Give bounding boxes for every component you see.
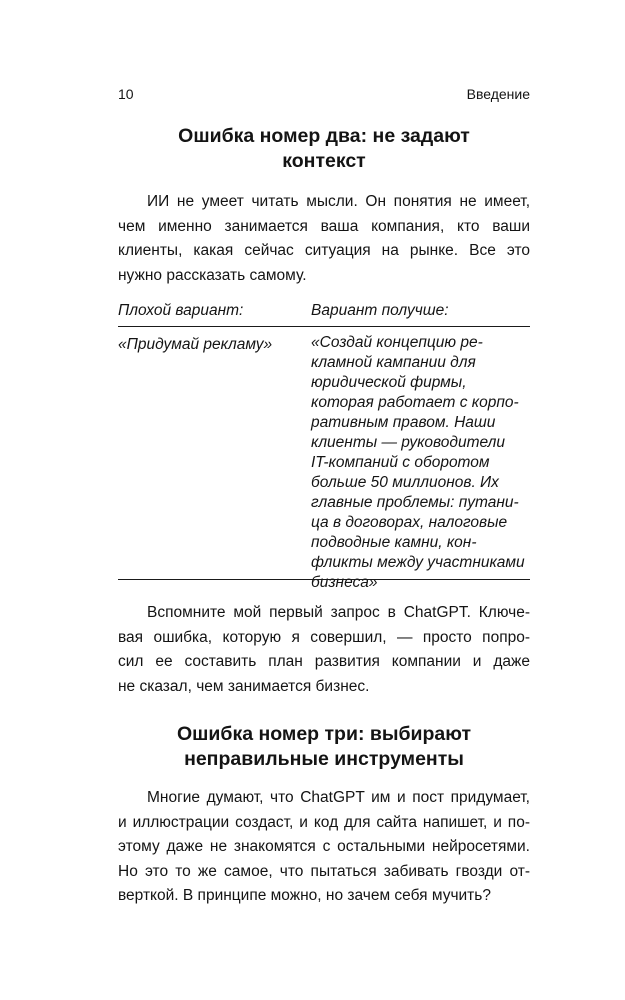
example-line: кламной кампании для	[311, 354, 476, 371]
heading-line: Ошибка номер два: не задают	[178, 125, 470, 147]
good-variant-example	[311, 333, 531, 593]
table-header-rule	[118, 326, 530, 327]
example-line: ца в договорах, налоговые	[311, 514, 508, 531]
heading-line: неправильные инструменты	[184, 748, 464, 770]
example-line: больше 50 миллионов. Их	[311, 474, 499, 491]
text-line: сил ее составить план развития компании и даже	[118, 653, 530, 670]
running-header	[118, 86, 530, 106]
bad-variant-header: Плохой вариант:	[118, 302, 244, 319]
example-line: «Создай концепцию ре-	[311, 334, 483, 351]
section-two-intro	[118, 190, 530, 288]
example-line: главные проблемы: путани-	[311, 494, 519, 511]
page-number: 10	[118, 86, 134, 102]
text-line: Многие думают, что ChatGPT им и пост придумает,	[147, 789, 530, 806]
text-line: Вспомните мой первый запрос в ChatGPT. Ключе-	[147, 604, 530, 621]
example-line: подводные камни, кон-	[311, 534, 477, 551]
example-line: бизнеса»	[311, 574, 378, 591]
good-variant-header: Вариант получше:	[311, 302, 449, 319]
comparison-table	[118, 301, 530, 591]
section-three-body	[118, 786, 530, 909]
text-line: верткой. В принципе можно, но зачем себя мучить?	[118, 887, 491, 904]
chapter-title: Введение	[466, 86, 530, 102]
example-line: фликты между участниками	[311, 554, 525, 571]
text-line: чем именно занимается ваша компания, кто ваши	[118, 217, 530, 235]
section-two-outro	[118, 601, 530, 699]
text-line: клиенты, какая сейчас ситуация на рынке. Все это	[118, 242, 530, 259]
example-line: ративным правом. Наши	[311, 414, 496, 431]
example-line: IT-компаний с оборотом	[311, 454, 490, 471]
example-line: клиенты — руководители	[311, 434, 505, 451]
text-line: ИИ не умеет читать мысли. Он понятия не имеет,	[147, 193, 530, 210]
text-line: вая ошибка, которую я совершил, — просто попро-	[118, 628, 530, 646]
section-three-heading	[118, 722, 530, 772]
text-line: не сказал, чем занимается бизнес.	[118, 677, 370, 695]
text-line: нужно рассказать самому.	[118, 266, 307, 284]
example-line: юридической фирмы,	[311, 374, 467, 391]
section-two-heading	[118, 124, 530, 174]
example-line: которая работает с корпо-	[311, 394, 519, 411]
bad-variant-example: «Придумай рекламу»	[118, 336, 273, 353]
heading-line: контекст	[282, 150, 366, 172]
table-bottom-rule	[118, 579, 530, 580]
text-line: этому даже не знакомятся с остальными нейросетями.	[118, 838, 530, 855]
text-line: Но это то же самое, что пытаться забивать гвозди от-	[118, 862, 530, 880]
text-line: и иллюстрации создаст, и код для сайта напишет, и по-	[118, 813, 530, 831]
heading-line: Ошибка номер три: выбирают	[176, 723, 471, 745]
